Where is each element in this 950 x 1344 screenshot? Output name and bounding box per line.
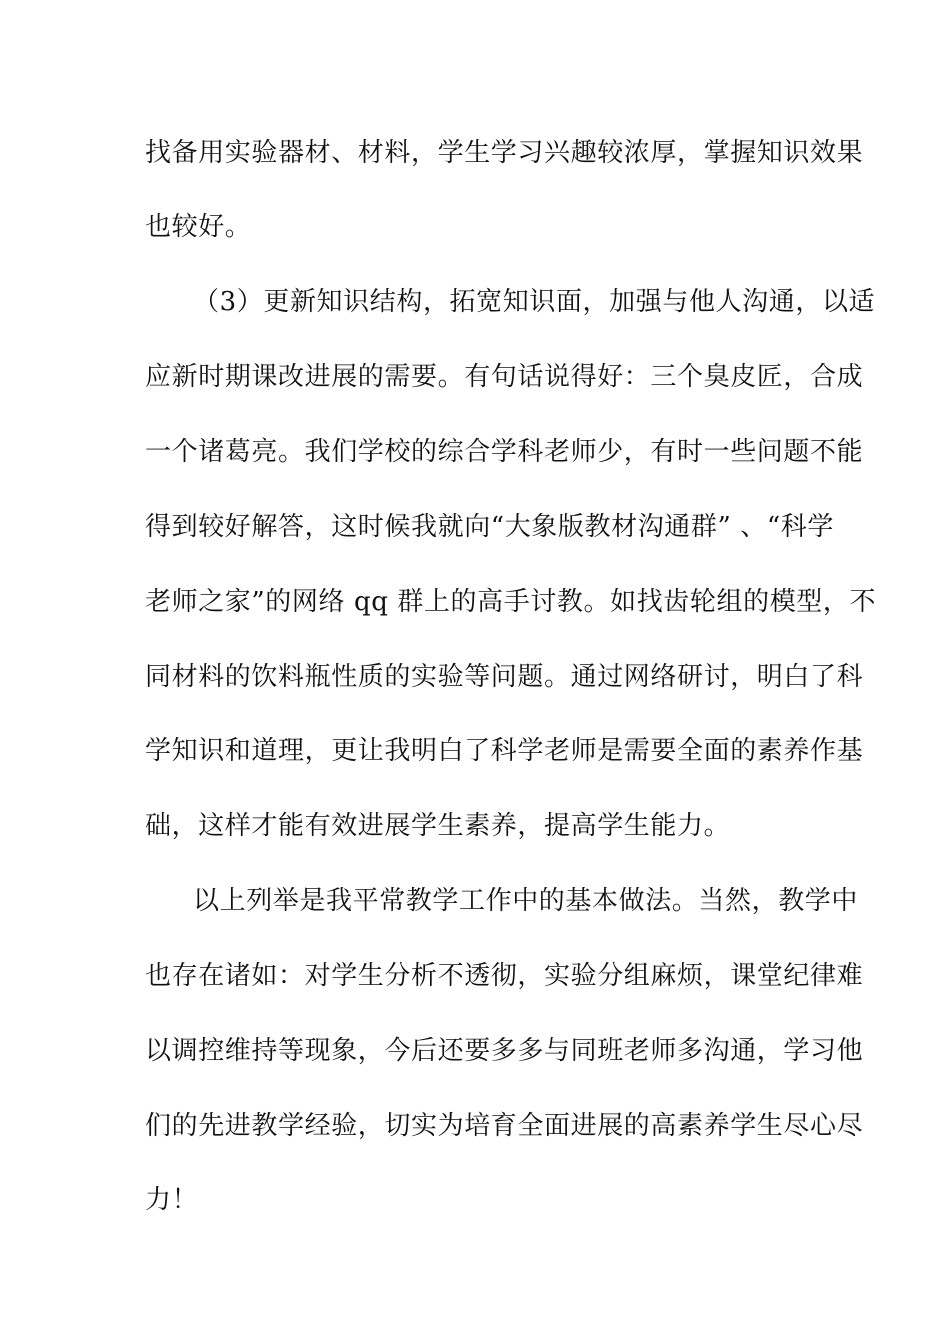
text-line: 学知识和道理，更让我明白了科学老师是需要全面的素养作基 <box>145 736 864 766</box>
text-line: 找备用实验器材、材料，学生学习兴趣较浓厚，掌握知识效果 <box>145 138 864 168</box>
text-line: 也存在诸如：对学生分析不透彻，实验分组麻烦，课堂纪律难 <box>145 961 864 991</box>
paragraph-start-line: 以上列举是我平常教学工作中的基本做法。当然，教学中 <box>193 886 859 916</box>
text-line: 一个诸葛亮。我们学校的综合学科老师少，有时一些问题不能 <box>145 437 864 467</box>
text-line: 以调控维持等现象，今后还要多多与同班老师多沟通，学习他 <box>145 1036 864 1066</box>
text-line: 老师之家”的网络 qq 群上的高手讨教。如找齿轮组的模型，不 <box>145 587 877 617</box>
text-line: 得到较好解答，这时候我就向“大象版教材沟通群” 、“科学 <box>145 512 834 542</box>
paragraph-start-line: （3）更新知识结构，拓宽知识面，加强与他人沟通，以适 <box>193 287 876 317</box>
text-line: 础，这样才能有效进展学生素养，提高学生能力。 <box>145 811 731 841</box>
text-line: 应新时期课改进展的需要。有句话说得好：三个臭皮匠，合成 <box>145 362 864 392</box>
text-line: 也较好。 <box>145 212 252 242</box>
text-line: 们的先进教学经验，切实为培育全面进展的高素养学生尽心尽 <box>145 1111 864 1141</box>
text-line: 力！ <box>145 1185 199 1215</box>
text-line: 同材料的饮料瓶性质的实验等问题。通过网络研讨，明白了科 <box>145 662 864 692</box>
